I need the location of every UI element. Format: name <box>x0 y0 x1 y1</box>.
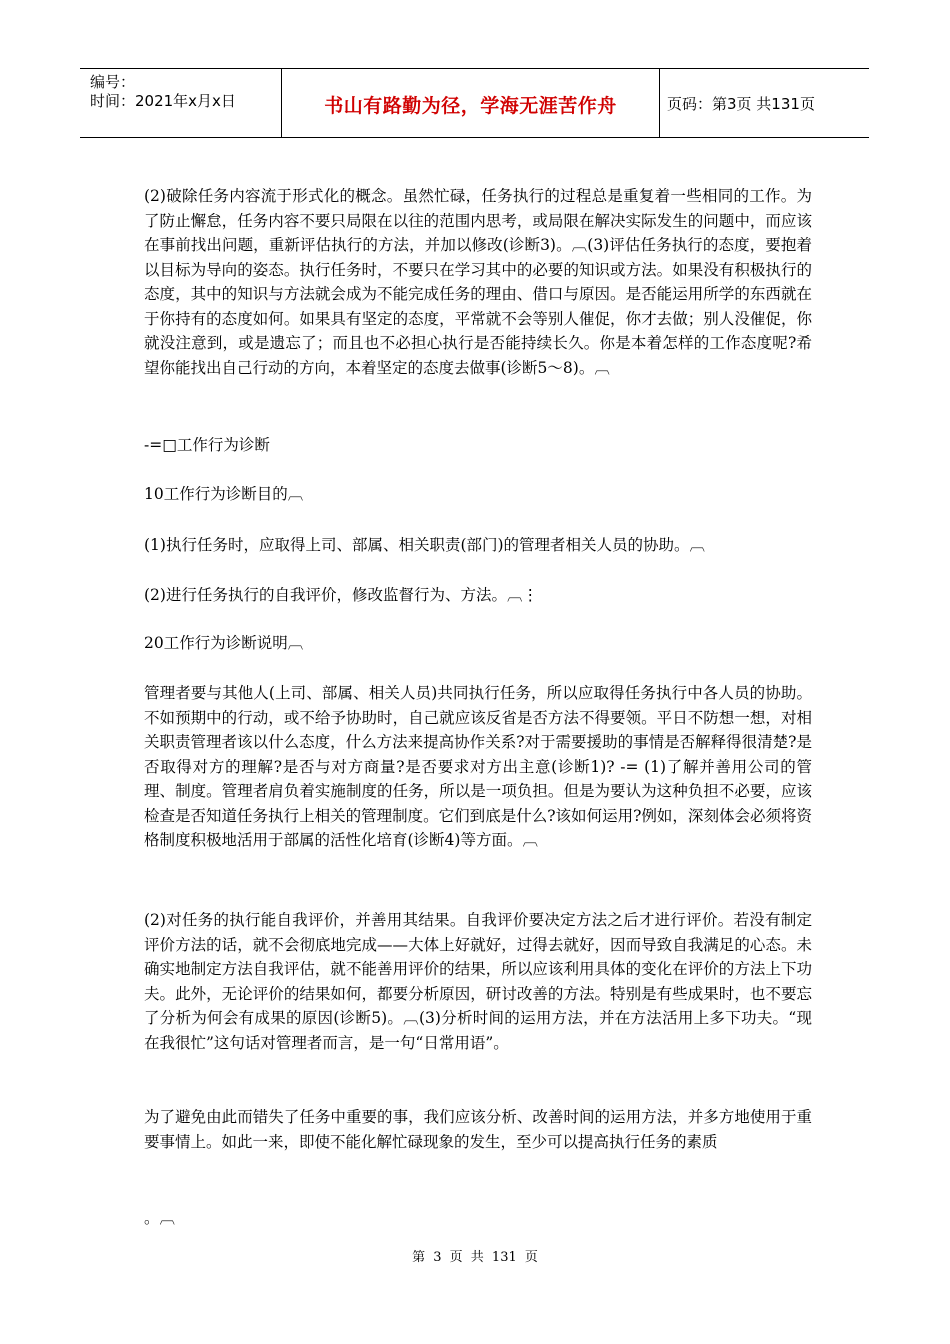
page-footer: 第 3 页 共 131 页 <box>412 1250 538 1265</box>
header-motto-cell <box>281 69 660 137</box>
paragraph-task-content: (2)破除任务内容流于形式化的概念。虽然忙碌，任务执行的过程总是重复着一些相同的工作。为了防止懈怠，任务内容不要只局限在以往的范围内思考，或局限在解决实际发生的问题中，而应该在事前找出问题，重新评估执行的方法，并加以修改(诊断3)。︹(3)评估任务执行的态度，要抱着以目标为导向的姿态。执行任务时，不要只在学习其中的必要的知识或方法。如果没有积极执行的态度，其中的知识与方法就会成为不能完成任务的理由、借口与原因。是否能运用所学的东西就在于你持有的态度如何。如果具有坚定的态度，平常就不会等别人催促，你才去做；别人没催促，你就没注意到，或是遗忘了；而且也不必担心执行是否能持续长久。你是本着怎样的工作态度呢?希望你能找出自己行动的方向，本着坚定的态度去做事(诊断5～8)。︹ <box>144 187 812 377</box>
paragraph-trailing-mark: 。︹ <box>144 1209 176 1227</box>
section-heading-work-behavior: -=□工作行为诊断 <box>144 436 270 454</box>
page-header <box>80 68 869 138</box>
paragraph-cooperation-explanation: 管理者要与其他人(上司、部属、相关人员)共同执行任务，所以应取得任务执行中各人员的协助。不如预期中的行动，或不给予协助时，自己就应该反省是否方法不得要领。平日不防想一想，对相关职责管理者该以什么态度，什么方法来提高协作关系?对于需要援助的事情是否解释得很清楚?是否取得对方的理解?是否与对方商量?是否要求对方出主意(诊断1)? -= (1)了解并善用公司的管理、制度。管理者肩负着实施制度的任务，所以是一项负担。但是为要认为这种负担不必要，应该检查是否知道任务执行上相关的管理制度。它们到底是什么?该如何运用?例如，深刻体会必须将资格制度积极地活用于部属的活性化培育(诊断4)等方面。︹ <box>144 684 812 849</box>
serial-number-label: 编号： <box>90 73 136 91</box>
subheading-diagnosis-explanation: 20工作行为诊断说明︹ <box>144 634 304 652</box>
paragraph-time-management: 为了避免由此而错失了任务中重要的事，我们应该分析、改善时间的运用方法，并多方地使用于重要事情上。如此一来，即使不能化解忙碌现象的发生，至少可以提高执行任务的素质 <box>144 1108 812 1151</box>
header-left-cell <box>80 69 281 137</box>
list-item-self-evaluation: (2)进行任务执行的自我评价，修改监督行为、方法。︹⋮ <box>144 586 538 604</box>
page-info-label: 页码：第3页 共131页 <box>667 95 815 113</box>
list-item-cooperation: (1)执行任务时，应取得上司、部属、相关职责(部门)的管理者相关人员的协助。︹ <box>144 536 706 554</box>
motto-text: 书山有路勤为径，学海无涯苦作舟 <box>324 95 617 117</box>
date-label: 时间：2021年x月x日 <box>90 92 236 110</box>
subheading-diagnosis-purpose: 10工作行为诊断目的︹ <box>144 485 304 503</box>
header-page-cell <box>659 69 869 137</box>
paragraph-self-evaluation: (2)对任务的执行能自我评价，并善用其结果。自我评价要决定方法之后才进行评价。若没有制定评价方法的话，就不会彻底地完成——大体上好就好，过得去就好，因而导致自我满足的心态。未确实地制定方法自我评估，就不能善用评价的结果，所以应该利用具体的变化在评价的方法上下功夫。此外，无论评价的结果如何，都要分析原因，研讨改善的方法。特别是有些成果时，也不要忘了分析为何会有成果的原因(诊断5)。︹(3)分析时间的运用方法，并在方法活用上多下功夫。“现在我很忙”这句话对管理者而言，是一句“日常用语”。 <box>144 911 812 1052</box>
